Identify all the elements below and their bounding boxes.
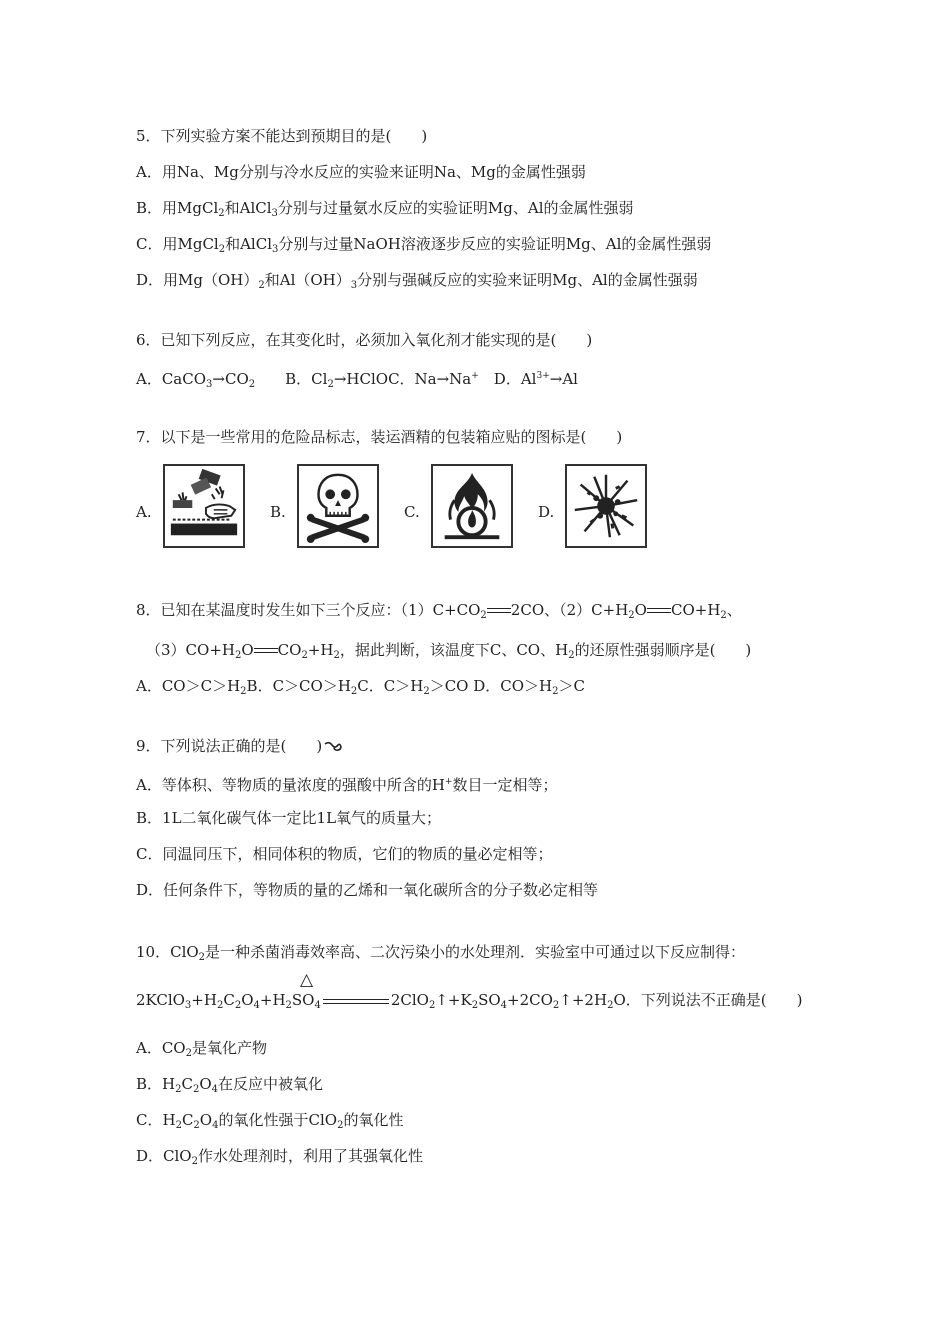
q9-option-a: A．等体积、等物质的量浓度的强酸中所含的H+数目一定相等； xyxy=(136,776,558,794)
reaction-equals-sign xyxy=(323,994,389,1008)
q5-option-c: C．用MgCl$_2$和AlCl$_3$分别与过量NaOH溶液逐步反应的实验证明Mg、Al的金属性强弱 xyxy=(136,235,712,255)
flammable-sign xyxy=(431,464,513,548)
q10-equation: $2KClO_3+H_2C_2O_4+H_2SO_4$ $2ClO_2↑+K_2SO_4+2CO_2↑+2H_2O$．下列说法不正确是( ) xyxy=(136,991,803,1011)
toxic-sign xyxy=(297,464,379,548)
heat-delta-symbol: △ xyxy=(300,970,314,990)
explosive-sign xyxy=(565,464,647,548)
q10-option-d: D．ClO$_2$作水处理剂时，利用了其强氧化性 xyxy=(136,1147,423,1167)
q5-option-d: D．用$Mg(OH)_2$和$Al(OH)_3$分别与强碱反应的实验来证明Mg、Al的金属性强弱 xyxy=(136,271,698,291)
q9-option-c: C．同温同压下，相同体积的物质，它们的物质的量必定相等； xyxy=(136,845,553,863)
q6-options: A．$CaCO_3\to CO_2$ B．$Cl_2\to HClOC$．Na→Na+ D．$Al^{3+}\to Al$ xyxy=(136,370,578,390)
q10-option-b: B．$H_2C_2O_4$在反应中被氧化 xyxy=(136,1075,324,1095)
q7-option-b-label: B. xyxy=(270,503,286,521)
scribble-mark-icon xyxy=(324,740,342,754)
q5-option-b: B．用MgCl$_2$和AlCl$_3$分别与过量氨水反应的实验证明Mg、Al的金属性强弱 xyxy=(136,199,634,219)
q5-option-a: A．用Na、Mg分别与冷水反应的实验来证明Na、Mg的金属性强弱 xyxy=(136,163,586,181)
equals-sign xyxy=(487,607,511,615)
q7-option-a-label: A. xyxy=(136,503,152,521)
q9-option-b: B．1L二氧化碳气体一定比1L氧气的质量大； xyxy=(136,809,442,827)
q8-options: A．$CO>C>H_2B$．$C>CO>H_2C$．$C>H_2>CO$ D．$CO>H_2>C$ xyxy=(136,677,585,697)
equals-sign xyxy=(647,607,671,615)
explosion-icon xyxy=(567,466,645,546)
corrosive-icon xyxy=(165,466,243,546)
flame-icon xyxy=(433,466,511,546)
q10-option-c: C．$H_2C_2O_4$的氧化性强于ClO$_2$的氧化性 xyxy=(136,1111,404,1131)
q8-line2: $(3)CO+H_2O$ $CO_2+H_2$，据此判断，该温度下C、CO、$H_2$的还原性强弱顺序是( ) xyxy=(146,641,752,661)
corrosive-sign xyxy=(163,464,245,548)
q5-stem: 5．下列实验方案不能达到预期目的是( ) xyxy=(136,127,428,145)
equals-sign xyxy=(254,647,278,655)
q10-option-a: A．$CO_2$是氧化产物 xyxy=(136,1039,267,1059)
q6-stem: 6．已知下列反应，在其变化时，必须加入氧化剂才能实现的是( ) xyxy=(136,331,593,349)
q8-stem: 8．已知在某温度时发生如下三个反应：$(1)C+CO_2$ 2CO、$(2)C+H_2O$ $CO+H_2$、 xyxy=(136,601,742,621)
q7-option-d-label: D. xyxy=(538,503,555,521)
q9-stem: 9．下列说法正确的是( ) xyxy=(136,736,342,756)
q7-option-c-label: C. xyxy=(404,503,420,521)
q10-stem: 10．ClO$_2$是一种杀菌消毒效率高、二次污染小的水处理剂．实验室中可通过以下反应制得： xyxy=(136,943,746,963)
q7-stem: 7．以下是一些常用的危险品标志，装运酒精的包装箱应贴的图标是( ) xyxy=(136,428,623,446)
skull-crossbones-icon xyxy=(299,466,377,546)
q9-option-d: D．任何条件下，等物质的量的乙烯和一氧化碳所含的分子数必定相等 xyxy=(136,881,599,899)
